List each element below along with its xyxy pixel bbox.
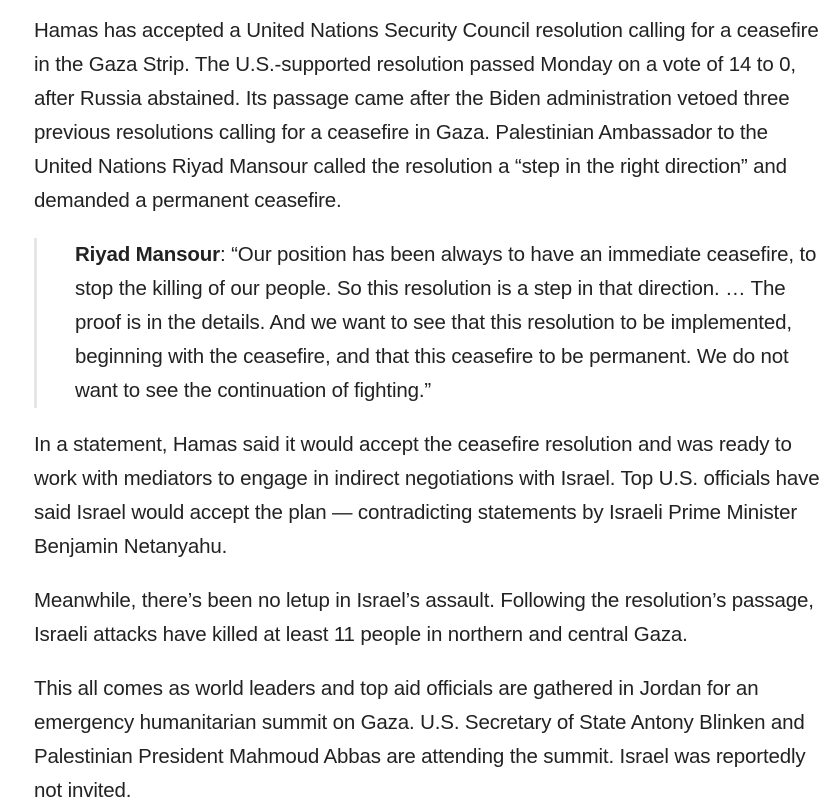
article-body xyxy=(34,14,830,808)
article-paragraph-2: In a statement, Hamas said it would accept the ceasefire resolution and was ready to work with mediators to engage in indirect negotiations with Israel. Top U.S. officials have said Israel would accept the plan — contradicting statements by Israeli Prime Minister Benjamin Netanyahu. xyxy=(34,433,820,558)
article-paragraph-1: Hamas has accepted a United Nations Security Council resolution calling for a ceasefire in the Gaza Strip. The U.S.-supported resolution passed Monday on a vote of 14 to 0, after Russia abstained. Its passage came after the Biden administration vetoed three previous resolutions calling for a ceasefire in Gaza. Palestinian Ambassador to the United Nations Riyad Mansour called the resolution a “step in the right direction” and demanded a permanent ceasefire. xyxy=(34,19,819,212)
quote-text-block xyxy=(75,238,830,408)
quote-text: : “Our position has been always to have an immediate ceasefire, to stop the killing of our people. So this resolution is a step in that direction. … The proof is in the details. And we want to see that this resolution to be implemented, beginning with the ceasefire, and that this ceasefire to be permanent. We do not want to see the continuation of fighting.” xyxy=(75,243,817,402)
pull-quote xyxy=(34,238,830,408)
article-paragraph-4: This all comes as world leaders and top aid officials are gathered in Jordan for an emergency humanitarian summit on Gaza. U.S. Secretary of State Antony Blinken and Palestinian President Mahmoud Abbas are attending the summit. Israel was reportedly not invited. xyxy=(34,677,806,802)
quote-speaker: Riyad Mansour xyxy=(75,243,220,266)
article-paragraph-3: Meanwhile, there’s been no letup in Israel’s assault. Following the resolution’s passage, Israeli attacks have killed at least 11 people in northern and central Gaza. xyxy=(34,589,814,646)
